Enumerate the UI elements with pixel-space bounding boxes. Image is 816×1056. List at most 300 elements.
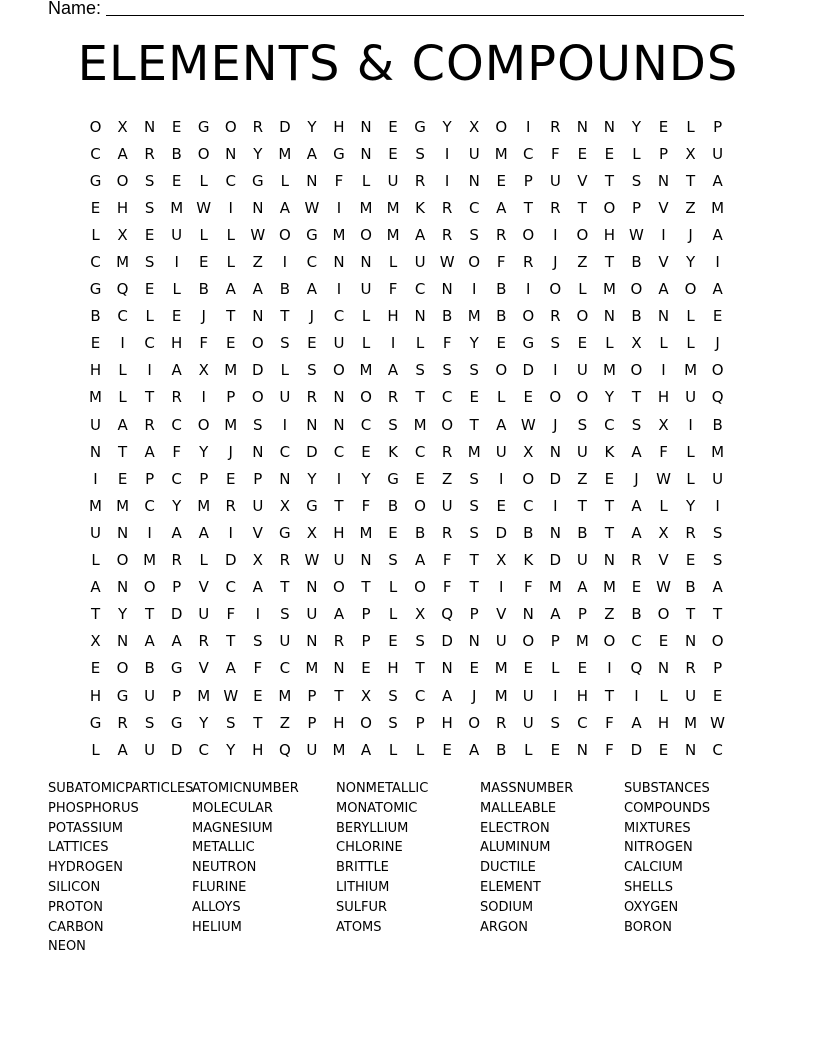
grid-letter: L bbox=[145, 307, 154, 326]
grid-letter: E bbox=[388, 523, 398, 542]
grid-letter: J bbox=[715, 334, 720, 353]
grid-letter: A bbox=[171, 523, 182, 542]
grid-letter: J bbox=[553, 415, 558, 434]
grid-letter: E bbox=[388, 144, 398, 163]
grid-letter: R bbox=[144, 144, 155, 163]
grid-letter: A bbox=[712, 578, 723, 597]
grid-letter: V bbox=[252, 523, 263, 542]
grid-letter: T bbox=[280, 307, 290, 326]
grid-letter: V bbox=[198, 659, 209, 678]
grid-letter: T bbox=[90, 605, 101, 624]
grid-letter: O bbox=[333, 361, 345, 380]
grid-letter: A bbox=[496, 415, 507, 434]
grid-letter: B bbox=[496, 740, 507, 759]
word-list-item: ALLOYS bbox=[192, 899, 241, 915]
grid-letter: M bbox=[386, 225, 400, 244]
grid-letter: E bbox=[307, 334, 317, 353]
grid-letter: E bbox=[144, 225, 155, 244]
word-list-item: ARGON bbox=[480, 919, 528, 935]
grid-letter: I bbox=[661, 361, 666, 380]
grid-letter: H bbox=[603, 225, 616, 244]
grid-letter: G bbox=[197, 117, 210, 136]
grid-letter: Y bbox=[361, 469, 371, 488]
word-list-item: ATOMS bbox=[336, 919, 382, 935]
grid-letter: D bbox=[495, 523, 507, 542]
grid-letter: V bbox=[496, 605, 507, 624]
grid-letter: R bbox=[171, 551, 182, 570]
grid-letter: X bbox=[117, 117, 128, 136]
word-list-item: OXYGEN bbox=[624, 899, 679, 915]
grid-letter: X bbox=[469, 117, 480, 136]
grid-letter: Z bbox=[604, 605, 615, 624]
grid-letter: H bbox=[441, 713, 453, 732]
grid-letter: B bbox=[685, 578, 696, 597]
grid-letter: N bbox=[360, 117, 372, 136]
grid-letter: C bbox=[279, 442, 291, 461]
grid-letter: I bbox=[390, 334, 396, 353]
grid-letter: E bbox=[361, 442, 371, 461]
grid-letter: O bbox=[657, 605, 670, 624]
grid-letter: B bbox=[171, 144, 182, 163]
grid-letter: O bbox=[468, 713, 481, 732]
grid-letter: O bbox=[116, 171, 129, 190]
grid-letter: C bbox=[523, 496, 534, 515]
grid-letter: N bbox=[441, 280, 453, 299]
grid-letter: A bbox=[631, 523, 642, 542]
grid-letter: M bbox=[494, 686, 508, 705]
grid-letter: F bbox=[523, 578, 533, 597]
grid-letter: S bbox=[253, 415, 263, 434]
word-list-item: MONATOMIC bbox=[336, 800, 418, 816]
grid-letter: N bbox=[116, 523, 129, 542]
grid-letter: R bbox=[279, 551, 291, 570]
grid-letter: R bbox=[441, 442, 453, 461]
grid-letter: A bbox=[198, 523, 209, 542]
grid-letter: V bbox=[198, 578, 209, 597]
grid-letter: L bbox=[91, 551, 100, 570]
grid-letter: L bbox=[605, 334, 614, 353]
name-field bbox=[48, 0, 744, 18]
grid-letter: U bbox=[712, 469, 724, 488]
grid-letter: T bbox=[469, 578, 479, 597]
grid-letter: N bbox=[360, 144, 372, 163]
word-list-item: MALLEABLE bbox=[480, 800, 557, 816]
grid-letter: O bbox=[360, 225, 372, 244]
grid-letter: X bbox=[631, 334, 642, 353]
grid-letter: T bbox=[604, 686, 614, 705]
grid-letter: U bbox=[333, 551, 345, 570]
word-list-item: MAGNESIUM bbox=[192, 820, 273, 836]
grid-letter: N bbox=[603, 117, 616, 136]
grid-letter: N bbox=[144, 117, 156, 136]
grid-letter: P bbox=[226, 388, 236, 407]
grid-letter: P bbox=[199, 469, 209, 488]
grid-letter: U bbox=[279, 632, 291, 651]
grid-letter: X bbox=[685, 144, 696, 163]
grid-letter: M bbox=[575, 632, 589, 651]
grid-letter: S bbox=[144, 171, 155, 190]
grid-letter: B bbox=[631, 605, 642, 624]
grid-letter: Q bbox=[116, 280, 129, 299]
word-list-item: LITHIUM bbox=[336, 879, 390, 895]
grid-letter: T bbox=[145, 605, 155, 624]
grid-letter: E bbox=[604, 144, 615, 163]
grid-letter: F bbox=[199, 334, 209, 353]
word-list-item: FLURINE bbox=[192, 879, 247, 895]
grid-letter: U bbox=[522, 686, 534, 705]
grid-letter: A bbox=[712, 280, 723, 299]
grid-letter: A bbox=[279, 198, 290, 217]
word-list-item: POTASSIUM bbox=[48, 820, 123, 836]
word-list-item: PHOSPHORUS bbox=[48, 800, 139, 816]
grid-letter: P bbox=[307, 686, 317, 705]
grid-letter: Y bbox=[199, 713, 209, 732]
grid-letter: O bbox=[549, 280, 562, 299]
grid-letter: O bbox=[522, 225, 535, 244]
grid-letter: C bbox=[306, 253, 318, 272]
grid-letter: U bbox=[685, 388, 697, 407]
grid-letter: J bbox=[309, 307, 315, 326]
grid-letter: C bbox=[577, 713, 588, 732]
grid-letter: I bbox=[282, 253, 288, 272]
word-list-item: SULFUR bbox=[336, 899, 388, 915]
grid-letter: B bbox=[496, 307, 507, 326]
grid-letter: C bbox=[117, 307, 128, 326]
grid-letter: S bbox=[469, 225, 479, 244]
grid-letter: E bbox=[144, 280, 155, 299]
grid-letter: M bbox=[602, 361, 616, 380]
grid-letter: W bbox=[196, 198, 212, 217]
grid-letter: L bbox=[118, 388, 127, 407]
word-list-item: PROTON bbox=[48, 899, 104, 915]
grid-letter: A bbox=[658, 280, 669, 299]
grid-letter: O bbox=[251, 334, 264, 353]
grid-letter: D bbox=[522, 361, 535, 380]
grid-letter: E bbox=[226, 334, 236, 353]
grid-letter: Y bbox=[442, 117, 452, 136]
grid-letter: A bbox=[469, 740, 480, 759]
word-list-item: METALLIC bbox=[192, 840, 255, 856]
grid-letter: B bbox=[279, 280, 290, 299]
grid-letter: K bbox=[415, 198, 425, 217]
grid-letter: T bbox=[577, 198, 587, 217]
grid-letter: D bbox=[630, 740, 643, 759]
word-list-item: LATTICES bbox=[48, 840, 109, 856]
grid-letter: U bbox=[90, 415, 102, 434]
grid-letter: I bbox=[688, 415, 693, 434]
grid-letter: Z bbox=[685, 198, 696, 217]
grid-letter: P bbox=[523, 171, 533, 190]
grid-letter: N bbox=[576, 117, 588, 136]
grid-letter: T bbox=[469, 415, 479, 434]
grid-letter: N bbox=[333, 253, 345, 272]
grid-letter: H bbox=[387, 307, 399, 326]
grid-letter: X bbox=[90, 632, 101, 651]
grid-letter: T bbox=[117, 442, 128, 461]
grid-letter: D bbox=[279, 117, 291, 136]
grid-letter: M bbox=[494, 144, 508, 163]
grid-letter: I bbox=[715, 253, 720, 272]
grid-letter: Q bbox=[630, 659, 643, 678]
grid-letter: A bbox=[496, 198, 507, 217]
grid-letter: P bbox=[307, 713, 317, 732]
grid-letter: U bbox=[387, 171, 399, 190]
grid-letter: Z bbox=[441, 469, 453, 488]
grid-letter: S bbox=[280, 334, 290, 353]
grid-letter: S bbox=[307, 361, 317, 380]
grid-letter: I bbox=[553, 496, 558, 515]
grid-letter: V bbox=[658, 198, 669, 217]
grid-letter: R bbox=[441, 523, 453, 542]
grid-letter: M bbox=[278, 686, 292, 705]
grid-letter: E bbox=[496, 171, 506, 190]
grid-letter: I bbox=[228, 523, 233, 542]
grid-letter: Q bbox=[278, 740, 291, 759]
grid-letter: S bbox=[469, 361, 479, 380]
grid-letter: M bbox=[413, 415, 427, 434]
grid-letter: U bbox=[360, 280, 372, 299]
grid-letter: O bbox=[414, 578, 426, 597]
grid-letter: L bbox=[524, 740, 533, 759]
grid-letter: E bbox=[90, 659, 101, 678]
grid-letter: C bbox=[468, 198, 480, 217]
grid-letter: P bbox=[713, 117, 723, 136]
grid-letter: B bbox=[144, 659, 155, 678]
grid-letter: A bbox=[225, 280, 236, 299]
grid-letter: M bbox=[548, 578, 562, 597]
grid-letter: E bbox=[604, 469, 615, 488]
grid-letter: E bbox=[442, 740, 452, 759]
grid-letter: S bbox=[631, 171, 642, 190]
grid-letter: I bbox=[336, 469, 342, 488]
grid-letter: I bbox=[174, 253, 179, 272]
grid-letter: B bbox=[198, 280, 209, 299]
grid-letter: Y bbox=[469, 334, 479, 353]
grid-letter: O bbox=[224, 117, 237, 136]
grid-letter: M bbox=[224, 361, 238, 380]
grid-letter: C bbox=[279, 659, 291, 678]
grid-letter: C bbox=[90, 144, 101, 163]
grid-letter: C bbox=[414, 280, 426, 299]
grid-letter: N bbox=[684, 632, 697, 651]
grid-letter: B bbox=[631, 307, 642, 326]
grid-letter: C bbox=[333, 307, 345, 326]
grid-letter: T bbox=[361, 578, 371, 597]
grid-letter: G bbox=[170, 659, 183, 678]
grid-letter: K bbox=[604, 442, 615, 461]
grid-letter: U bbox=[712, 144, 724, 163]
grid-letter: O bbox=[495, 361, 508, 380]
grid-letter: D bbox=[441, 632, 453, 651]
grid-letter: X bbox=[658, 523, 669, 542]
grid-letter: W bbox=[710, 713, 726, 732]
grid-letter: C bbox=[631, 632, 642, 651]
grid-letter: G bbox=[306, 496, 318, 515]
grid-letter: L bbox=[199, 171, 208, 190]
word-list-item: HELIUM bbox=[192, 919, 242, 935]
grid-letter: G bbox=[279, 523, 291, 542]
grid-letter: Y bbox=[604, 388, 614, 407]
grid-letter: T bbox=[604, 523, 614, 542]
grid-letter: M bbox=[143, 551, 157, 570]
grid-letter: F bbox=[226, 605, 236, 624]
grid-letter: F bbox=[659, 442, 668, 461]
grid-letter: U bbox=[576, 551, 588, 570]
grid-letter: G bbox=[387, 469, 399, 488]
grid-letter: C bbox=[144, 334, 155, 353]
grid-letter: U bbox=[495, 632, 507, 651]
grid-letter: T bbox=[334, 686, 344, 705]
grid-letter: X bbox=[198, 361, 209, 380]
grid-letter: L bbox=[280, 361, 290, 380]
grid-letter: A bbox=[712, 225, 723, 244]
grid-letter: P bbox=[253, 469, 263, 488]
grid-letter: O bbox=[630, 361, 643, 380]
grid-letter: M bbox=[116, 253, 130, 272]
grid-letter: G bbox=[89, 171, 102, 190]
grid-letter: R bbox=[306, 388, 318, 407]
grid-letter: L bbox=[686, 307, 695, 326]
grid-letter: O bbox=[89, 117, 102, 136]
grid-letter: P bbox=[172, 578, 182, 597]
grid-letter: R bbox=[523, 253, 534, 272]
grid-letter: Y bbox=[172, 496, 182, 515]
grid-letter: H bbox=[252, 740, 264, 759]
grid-letter: C bbox=[523, 144, 534, 163]
grid-letter: U bbox=[549, 171, 561, 190]
grid-letter: O bbox=[711, 361, 724, 380]
grid-letter: T bbox=[685, 605, 696, 624]
grid-letter: O bbox=[197, 144, 210, 163]
grid-letter: V bbox=[658, 551, 669, 570]
grid-letter: A bbox=[306, 280, 318, 299]
grid-letter: E bbox=[171, 117, 182, 136]
grid-letter: I bbox=[147, 523, 152, 542]
grid-letter: E bbox=[523, 388, 534, 407]
grid-letter: O bbox=[549, 388, 562, 407]
grid-letter: T bbox=[280, 578, 290, 597]
grid-letter: U bbox=[306, 740, 318, 759]
grid-letter: N bbox=[306, 578, 318, 597]
grid-letter: U bbox=[279, 388, 291, 407]
grid-letter: V bbox=[658, 253, 669, 272]
grid-letter: M bbox=[602, 578, 616, 597]
grid-letter: M bbox=[359, 198, 373, 217]
grid-letter: N bbox=[89, 442, 102, 461]
grid-letter: A bbox=[442, 686, 453, 705]
grid-letter: E bbox=[712, 686, 723, 705]
grid-letter: N bbox=[549, 442, 561, 461]
grid-letter: N bbox=[333, 415, 345, 434]
grid-letter: A bbox=[333, 605, 345, 624]
grid-letter: O bbox=[360, 713, 372, 732]
grid-letter: C bbox=[360, 415, 372, 434]
grid-letter: L bbox=[361, 307, 371, 326]
grid-letter: S bbox=[577, 415, 588, 434]
grid-letter: A bbox=[631, 442, 642, 461]
grid-letter: N bbox=[360, 551, 372, 570]
grid-letter: O bbox=[522, 469, 535, 488]
grid-letter: P bbox=[658, 144, 669, 163]
grid-letter: N bbox=[306, 415, 318, 434]
grid-letter: O bbox=[576, 307, 589, 326]
grid-letter: N bbox=[522, 605, 534, 624]
grid-letter: C bbox=[604, 415, 615, 434]
grid-letter: A bbox=[414, 225, 426, 244]
grid-letter: M bbox=[305, 659, 319, 678]
grid-letter: Y bbox=[253, 144, 263, 163]
grid-letter: C bbox=[90, 253, 101, 272]
grid-letter: Y bbox=[307, 117, 317, 136]
grid-letter: F bbox=[172, 442, 181, 461]
grid-letter: B bbox=[523, 523, 534, 542]
grid-letter: E bbox=[253, 686, 263, 705]
grid-letter: C bbox=[171, 469, 182, 488]
grid-letter: N bbox=[252, 198, 264, 217]
grid-letter: I bbox=[336, 198, 342, 217]
grid-letter: E bbox=[171, 307, 182, 326]
grid-letter: O bbox=[603, 198, 616, 217]
grid-letter: T bbox=[253, 713, 263, 732]
grid-letter: S bbox=[712, 551, 723, 570]
grid-letter: M bbox=[89, 388, 102, 407]
grid-letter: S bbox=[550, 713, 561, 732]
grid-letter: U bbox=[468, 144, 480, 163]
grid-letter: N bbox=[252, 442, 264, 461]
grid-letter: C bbox=[712, 740, 723, 759]
word-list-item: SUBSTANCES bbox=[624, 781, 710, 796]
grid-letter: X bbox=[360, 686, 372, 705]
grid-letter: Y bbox=[117, 605, 128, 624]
grid-letter: Y bbox=[631, 117, 642, 136]
grid-letter: E bbox=[90, 334, 101, 353]
grid-letter: C bbox=[414, 442, 426, 461]
grid-letter: F bbox=[361, 496, 371, 515]
grid-letter: W bbox=[656, 578, 671, 597]
grid-letter: R bbox=[198, 632, 209, 651]
grid-letter: C bbox=[198, 740, 209, 759]
grid-letter: Z bbox=[577, 253, 588, 272]
grid-letter: I bbox=[715, 496, 720, 515]
grid-letter: I bbox=[526, 117, 531, 136]
grid-letter: Q bbox=[441, 605, 454, 624]
grid-letter: N bbox=[360, 253, 372, 272]
grid-letter: E bbox=[577, 144, 588, 163]
grid-letter: E bbox=[577, 334, 588, 353]
grid-letter: M bbox=[602, 280, 616, 299]
grid-letter: N bbox=[468, 632, 480, 651]
grid-letter: T bbox=[604, 253, 614, 272]
grid-letter: I bbox=[471, 280, 477, 299]
grid-letter: A bbox=[414, 551, 426, 570]
grid-letter: I bbox=[93, 469, 98, 488]
grid-letter: B bbox=[441, 307, 453, 326]
grid-letter: M bbox=[386, 198, 400, 217]
grid-letter: A bbox=[550, 605, 561, 624]
grid-letter: I bbox=[607, 659, 612, 678]
grid-letter: O bbox=[251, 388, 264, 407]
grid-letter: Y bbox=[307, 469, 317, 488]
grid-letter: O bbox=[495, 117, 508, 136]
grid-letter: X bbox=[117, 225, 128, 244]
grid-letter: W bbox=[304, 198, 320, 217]
grid-letter: N bbox=[116, 578, 129, 597]
grid-letter: O bbox=[116, 659, 129, 678]
grid-letter: I bbox=[201, 388, 206, 407]
grid-letter: P bbox=[577, 605, 587, 624]
grid-letter: L bbox=[388, 740, 398, 759]
grid-letter: I bbox=[499, 469, 504, 488]
